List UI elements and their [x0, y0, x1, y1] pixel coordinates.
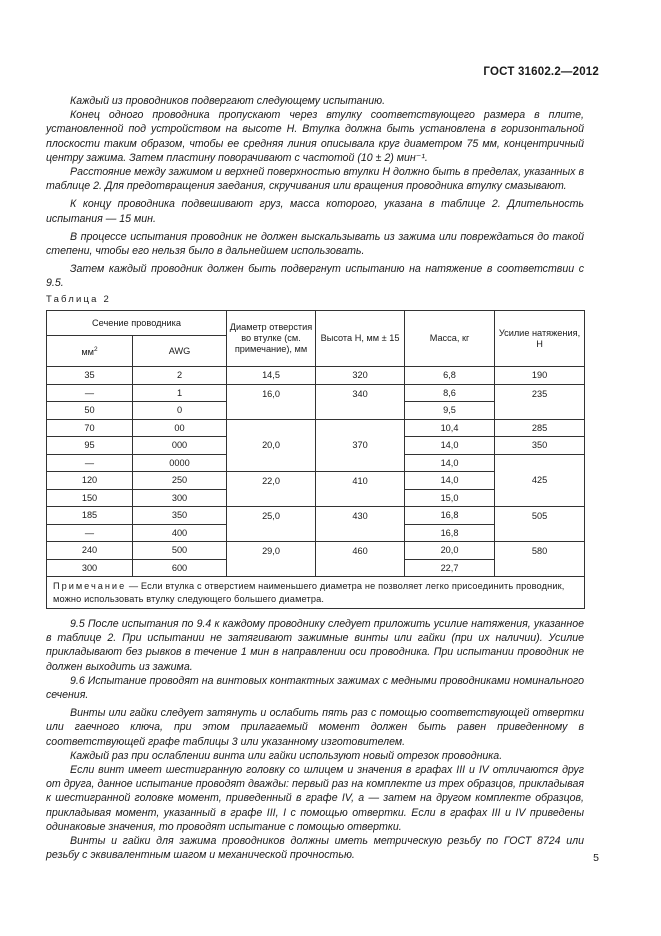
- closing-text-block: [46, 617, 584, 862]
- conductor-test-table: [46, 310, 585, 609]
- header-hole-diameter: Диаметр отверстия во втулке (см. примечание), мм: [227, 311, 316, 367]
- cell-mm2: —: [47, 454, 133, 472]
- table-row: [47, 367, 585, 385]
- cell-force: 505: [495, 507, 585, 542]
- page-number: 5: [593, 852, 599, 864]
- intro-text-block: [46, 94, 584, 291]
- table-row: [47, 419, 585, 437]
- cell-awg: 350: [133, 507, 227, 525]
- paragraph: Затем каждый проводник должен быть подвергнут испытанию на натяжение в соответствии с 9.5.: [46, 263, 584, 290]
- cell-force: 190: [495, 367, 585, 385]
- cell-mm2: 150: [47, 489, 133, 507]
- cell-awg: 2: [133, 367, 227, 385]
- cell-height: 430: [316, 507, 405, 542]
- cell-mass: 15,0: [405, 489, 495, 507]
- table-row: [47, 542, 585, 560]
- paragraph: Если винт имеет шестигранную головку со шлицем и значения в графах III и IV отличаются друг от друга, данное испытание проводят дважды: первый раз на комплекте из трех образцов, прикладывая к шестигранной головке момент, приведенный в графе IV, а — затем на другом комплекте образцов, прикладывая момент, указанный в графе III, I с помощью отвертки. Если в графах III и IV приведены одинаковые значения, то проводят испытание с помощью отвертки.: [46, 764, 584, 833]
- cell-mass: 14,0: [405, 454, 495, 472]
- cell-height: 370: [316, 419, 405, 472]
- cell-force: 350: [495, 437, 585, 455]
- cell-mm2: 70: [47, 419, 133, 437]
- table-caption: Таблица 2: [46, 294, 111, 305]
- cell-mm2: 120: [47, 472, 133, 490]
- note-label: Примечание: [53, 581, 127, 591]
- note-text: — Если втулка с отверстием наименьшего диаметра не позволяет легко присоединить проводник, можно использовать втулку следующего большего диаметра.: [53, 581, 565, 604]
- cell-mm2: 35: [47, 367, 133, 385]
- paragraph: Каждый из проводников подвергают следующему испытанию.: [70, 95, 386, 107]
- paragraph: Конец одного проводника пропускают через втулку соответствующего размера в плите, установленной под устройством на высоте Н. Втулка должна быть установлена в горизонтальной плоскости таким образом, чтобы ее средняя линия описывала круг диаметром 75 мм, концентричный центру зажима. Затем пластину поворачивают с частотой (10 ± 2) мин⁻¹.: [46, 109, 584, 164]
- cell-mass: 14,0: [405, 437, 495, 455]
- cell-height: 340: [316, 384, 405, 419]
- cell-awg: 0: [133, 402, 227, 420]
- paragraph: Расстояние между зажимом и верхней поверхностью втулки Н должно быть в пределах, указанных в таблице 2. Для предотвращения заедания, скручивания или вращения проводника втулку смазывают.: [46, 166, 584, 193]
- header-mm2: $мм^2$: [47, 336, 133, 367]
- paragraph: В процессе испытания проводник не должен выскальзывать из зажима или повреждаться до такой степени, чтобы его нельзя было в дальнейшем использовать.: [46, 230, 584, 258]
- cell-hole-diameter: 14,5: [227, 367, 316, 385]
- cell-mm2: 185: [47, 507, 133, 525]
- cell-mass: 16,8: [405, 524, 495, 542]
- cell-mm2: 50: [47, 402, 133, 420]
- paragraph: Винты и гайки для зажима проводников должны иметь метрическую резьбу по ГОСТ 8724 или резьбу с эквивалентным шагом и механической прочностью.: [46, 835, 584, 862]
- paragraph: Каждый раз при ослаблении винта или гайки используют новый отрезок проводника.: [70, 749, 503, 762]
- table-row: [47, 384, 585, 402]
- cell-mass: 6,8: [405, 367, 495, 385]
- cell-mm2: —: [47, 524, 133, 542]
- cell-mm2: 95: [47, 437, 133, 455]
- cell-hole-diameter: 22,0: [227, 472, 316, 507]
- cell-height: 410: [316, 472, 405, 507]
- cell-mass: 9,5: [405, 402, 495, 420]
- cell-awg: 000: [133, 437, 227, 455]
- header-height: Высота Н, мм ± 15: [316, 311, 405, 367]
- paragraph: 9.6 Испытание проводят на винтовых контактных зажимах с медными проводниками номинального сечения.: [46, 674, 584, 702]
- paragraph: 9.5 После испытания по 9.4 к каждому проводнику следует приложить усилие натяжения, указанное в таблице 2. При испытании не затягивают зажимные винты или гайки (при их наличии). Усилие прикладывают без рывков в течение 1 мин в направлении оси проводника. При испытании проводник не должен выходить из зажима.: [46, 618, 584, 673]
- cell-awg: 0000: [133, 454, 227, 472]
- header-awg: AWG: [133, 336, 227, 367]
- cell-force: 425: [495, 454, 585, 507]
- cell-force: 580: [495, 542, 585, 577]
- cell-awg: 300: [133, 489, 227, 507]
- cell-hole-diameter: 25,0: [227, 507, 316, 542]
- cell-awg: 500: [133, 542, 227, 560]
- paragraph: К концу проводника подвешивают груз, масса которого, указана в таблице 2. Длительность испытания — 15 мин.: [46, 198, 584, 225]
- table-note: [47, 577, 585, 609]
- cell-mass: 20,0: [405, 542, 495, 560]
- cell-mm2: 240: [47, 542, 133, 560]
- cell-mass: 8,6: [405, 384, 495, 402]
- cell-hole-diameter: 20,0: [227, 419, 316, 472]
- header-force: Усилие натяжения, Н: [495, 311, 585, 367]
- cell-mass: 22,7: [405, 559, 495, 577]
- cell-awg: 00: [133, 419, 227, 437]
- standard-number: ГОСТ 31602.2—2012: [483, 66, 599, 78]
- cell-mm2: —: [47, 384, 133, 402]
- cell-mm2: 300: [47, 559, 133, 577]
- cell-hole-diameter: 29,0: [227, 542, 316, 577]
- cell-force: 285: [495, 419, 585, 437]
- cell-mass: 16,8: [405, 507, 495, 525]
- table-row: [47, 507, 585, 525]
- cell-mass: 10,4: [405, 419, 495, 437]
- cell-awg: 250: [133, 472, 227, 490]
- cell-awg: 600: [133, 559, 227, 577]
- cell-awg: 400: [133, 524, 227, 542]
- cell-force: 235: [495, 384, 585, 419]
- cell-hole-diameter: 16,0: [227, 384, 316, 419]
- paragraph: Винты или гайки следует затянуть и ослабить пять раз с помощью соответствующей отвертки или гаечного ключа, при этом прилагаемый момент должен быть равен приведенному в соответствующей графе таблицы 3 или указанному изготовителем.: [46, 707, 584, 748]
- cell-height: 320: [316, 367, 405, 385]
- cell-mass: 14,0: [405, 472, 495, 490]
- cell-awg: 1: [133, 384, 227, 402]
- cell-height: 460: [316, 542, 405, 577]
- header-section: Сечение проводника: [47, 311, 227, 336]
- header-mass: Масса, кг: [405, 311, 495, 367]
